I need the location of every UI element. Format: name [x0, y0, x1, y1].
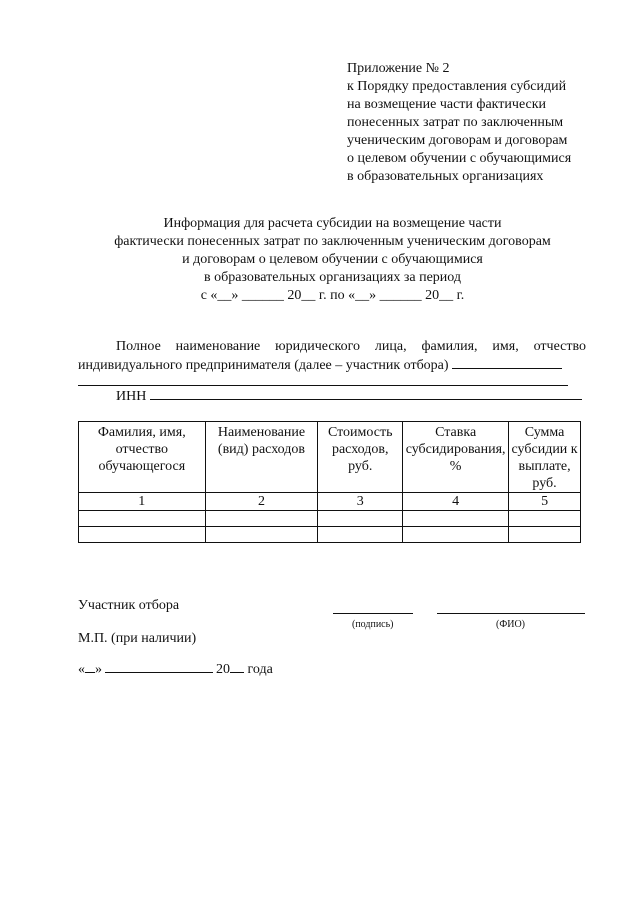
title-line: Информация для расчета субсидии на возмещение части — [163, 216, 502, 231]
date-year-prefix: 20 — [216, 662, 230, 677]
table-cell[interactable] — [403, 511, 509, 527]
header-student-name: Фамилия, имя, отчество обучающегося — [79, 422, 206, 493]
table-cell[interactable] — [79, 511, 206, 527]
date-suffix: года — [247, 662, 273, 677]
participant-name-field[interactable] — [452, 356, 562, 369]
participant-line-1: Полное наименование юридического лица, фамилия, имя, отчество — [116, 339, 586, 354]
full-name-field[interactable] — [437, 613, 585, 614]
table-cell[interactable] — [205, 527, 318, 543]
table-number-row — [79, 493, 581, 511]
appendix-line: на возмещение части фактически — [347, 97, 547, 112]
date-month-field[interactable] — [105, 660, 213, 673]
signature-caption: (подпись) — [352, 619, 394, 630]
column-number: 2 — [205, 493, 318, 511]
appendix-line: понесенных затрат по заключенным — [347, 115, 564, 130]
date-year-field[interactable] — [230, 660, 244, 673]
document-title — [60, 215, 605, 305]
participant-name-field-continued[interactable] — [78, 385, 568, 386]
header-expense-type: Наименование (вид) расходов — [205, 422, 318, 493]
title-line: и договорам о целевом обучении с обучающимися — [182, 252, 483, 267]
title-line: в образовательных организациях за период — [203, 270, 462, 285]
appendix-line: к Порядку предоставления субсидий — [347, 79, 567, 94]
full-name-caption: (ФИО) — [496, 619, 526, 630]
appendix-line: ученическим договорам и договорам — [347, 133, 568, 148]
participant-line-2-text: индивидуального предпринимателя (далее – участник отбора) — [78, 358, 449, 373]
table-cell[interactable] — [403, 527, 509, 543]
table-cell[interactable] — [318, 511, 403, 527]
subsidy-table — [78, 421, 581, 543]
table-row — [79, 511, 581, 527]
header-subsidy-rate: Ставка субсидирования, % — [403, 422, 509, 493]
table-cell[interactable] — [509, 511, 581, 527]
table-cell[interactable] — [205, 511, 318, 527]
table-cell[interactable] — [318, 527, 403, 543]
table-row — [79, 527, 581, 543]
signature-field[interactable] — [333, 613, 413, 614]
title-line: с «__» ______ 20__ г. по «__» ______ 20__ г. — [200, 288, 465, 303]
table-cell[interactable] — [509, 527, 581, 543]
appendix-line: о целевом обучении с обучающимися — [347, 151, 572, 166]
column-number: 5 — [509, 493, 581, 511]
table-header-row — [79, 422, 581, 493]
column-number: 1 — [79, 493, 206, 511]
header-subsidy-amount: Сумма субсидии к выплате, руб. — [509, 422, 581, 493]
column-number: 4 — [403, 493, 509, 511]
appendix-line: в образовательных организациях — [347, 169, 544, 184]
participant-line-2 — [78, 356, 586, 375]
date-row — [78, 660, 273, 678]
stamp-place-label: М.П. (при наличии) — [78, 631, 197, 646]
appendix-line: Приложение № 2 — [347, 61, 450, 76]
inn-label: ИНН — [116, 389, 147, 404]
title-line: фактически понесенных затрат по заключенным ученическим договорам — [114, 234, 551, 249]
table-cell[interactable] — [79, 527, 206, 543]
inn-field[interactable] — [150, 387, 582, 400]
column-number: 3 — [318, 493, 403, 511]
date-open-quote: « — [78, 662, 85, 677]
participant-paragraph — [78, 338, 586, 375]
inn-row — [116, 387, 582, 406]
header-expense-cost: Стоимость расходов, руб. — [318, 422, 403, 493]
participant-signature-label: Участник отбора — [78, 598, 180, 613]
date-close-quote: » — [95, 662, 102, 677]
appendix-heading — [347, 60, 607, 186]
date-day-field[interactable] — [85, 660, 95, 673]
